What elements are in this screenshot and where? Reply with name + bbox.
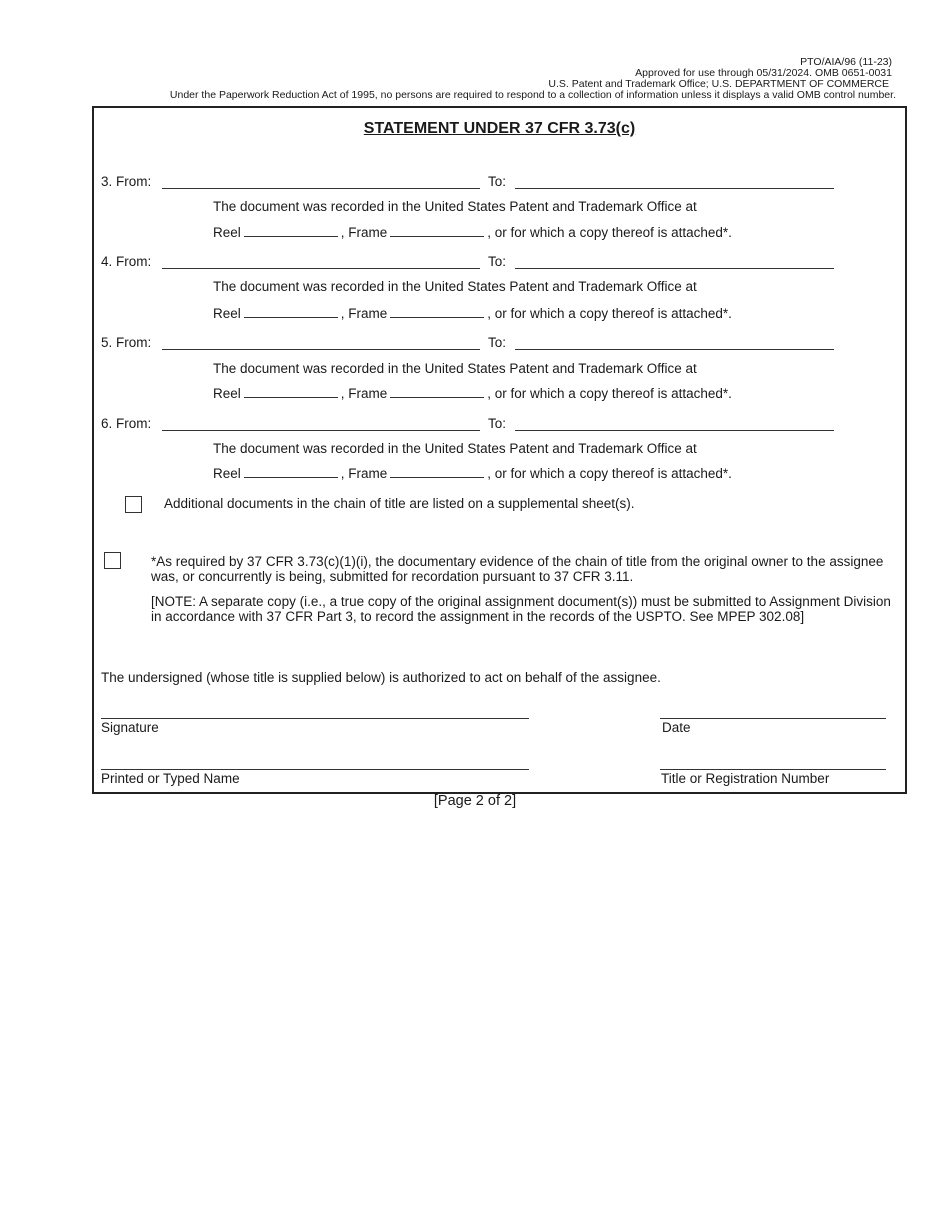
frame-field-3[interactable] [390,225,484,237]
to-field-5[interactable] [515,349,834,350]
form-id: PTO/AIA/96 (11-23) [800,56,892,68]
frame-field-4[interactable] [390,306,484,318]
reel-label: Reel [213,306,241,321]
from-label-3: 3. From: [101,174,152,189]
recorded-text-4: The document was recorded in the United States Patent and Trademark Office at [213,279,697,294]
date-label: Date [662,720,691,735]
to-field-3[interactable] [515,188,834,189]
additional-docs-checkbox[interactable] [125,496,142,513]
copy-text: , or for which a copy thereof is attached*. [487,306,732,321]
reel-label: Reel [213,466,241,481]
signature-field[interactable] [101,718,529,719]
reel-field-4[interactable] [244,306,338,318]
reel-field-3[interactable] [244,225,338,237]
to-label-4: To: [488,254,507,269]
required-statement: *As required by 37 CFR 3.73(c)(1)(i), the documentary evidence of the chain of title from the original owner to the assignee was, or concurrently is being, submitted for recordation pursuant to 37 CFR 3.11. [151,554,884,584]
additional-docs-label: Additional documents in the chain of title are listed on a supplemental sheet(s). [164,496,635,511]
reel-label: Reel [213,225,241,240]
signature-label: Signature [101,720,159,735]
recorded-text-5: The document was recorded in the United States Patent and Trademark Office at [213,361,697,376]
title-registration-field[interactable] [660,769,886,770]
frame-field-6[interactable] [390,466,484,478]
reel-field-6[interactable] [244,466,338,478]
reel-label: Reel [213,386,241,401]
copy-text: , or for which a copy thereof is attached*. [487,466,732,481]
to-label-3: To: [488,174,507,189]
from-label-4: 4. From: [101,254,152,269]
frame-label: , Frame [340,306,388,321]
from-field-5[interactable] [162,349,480,350]
from-field-4[interactable] [162,268,480,269]
recorded-text-3: The document was recorded in the United States Patent and Trademark Office at [213,199,697,214]
statement-form [92,106,907,794]
frame-label: , Frame [340,225,388,240]
agency-text: U.S. Patent and Trademark Office; U.S. DEPARTMENT OF COMMERCE [548,78,889,90]
printed-name-label: Printed or Typed Name [101,771,240,786]
frame-field-5[interactable] [390,386,484,398]
frame-label: , Frame [340,466,388,481]
copy-text: , or for which a copy thereof is attached*. [487,225,732,240]
page-number: [Page 2 of 2] [433,793,517,809]
note-text: [NOTE: A separate copy (i.e., a true copy of the original assignment document(s)) must be submitted to Assignment Division in accordance with 37 CFR Part 3, to record the assignment in the records of the USPTO. See MPEP 302.08] [151,594,891,624]
from-label-6: 6. From: [101,416,152,431]
reel-line-5 [213,386,732,401]
approval-text: Approved for use through 05/31/2024. OMB 0651-0031 [635,67,892,79]
frame-label: , Frame [340,386,388,401]
from-field-3[interactable] [162,188,480,189]
documentary-evidence-checkbox[interactable] [104,552,121,569]
paperwork-notice: Under the Paperwork Reduction Act of 1995, no persons are required to respond to a collection of information unless it displays a valid OMB control number. [169,89,896,101]
to-field-4[interactable] [515,268,834,269]
reel-field-5[interactable] [244,386,338,398]
copy-text: , or for which a copy thereof is attached*. [487,386,732,401]
to-field-6[interactable] [515,430,834,431]
to-label-5: To: [488,335,507,350]
form-header [166,56,896,101]
from-label-5: 5. From: [101,335,152,350]
from-field-6[interactable] [162,430,480,431]
recorded-text-6: The document was recorded in the United States Patent and Trademark Office at [213,441,697,456]
title-registration-label: Title or Registration Number [661,771,830,786]
reel-line-3 [213,225,732,240]
to-label-6: To: [488,416,507,431]
reel-line-6 [213,466,732,481]
form-title: STATEMENT UNDER 37 CFR 3.73(c) [363,120,636,137]
reel-line-4 [213,306,732,321]
printed-name-field[interactable] [101,769,529,770]
date-field[interactable] [660,718,886,719]
authorized-text: The undersigned (whose title is supplied below) is authorized to act on behalf of the assignee. [101,670,661,685]
